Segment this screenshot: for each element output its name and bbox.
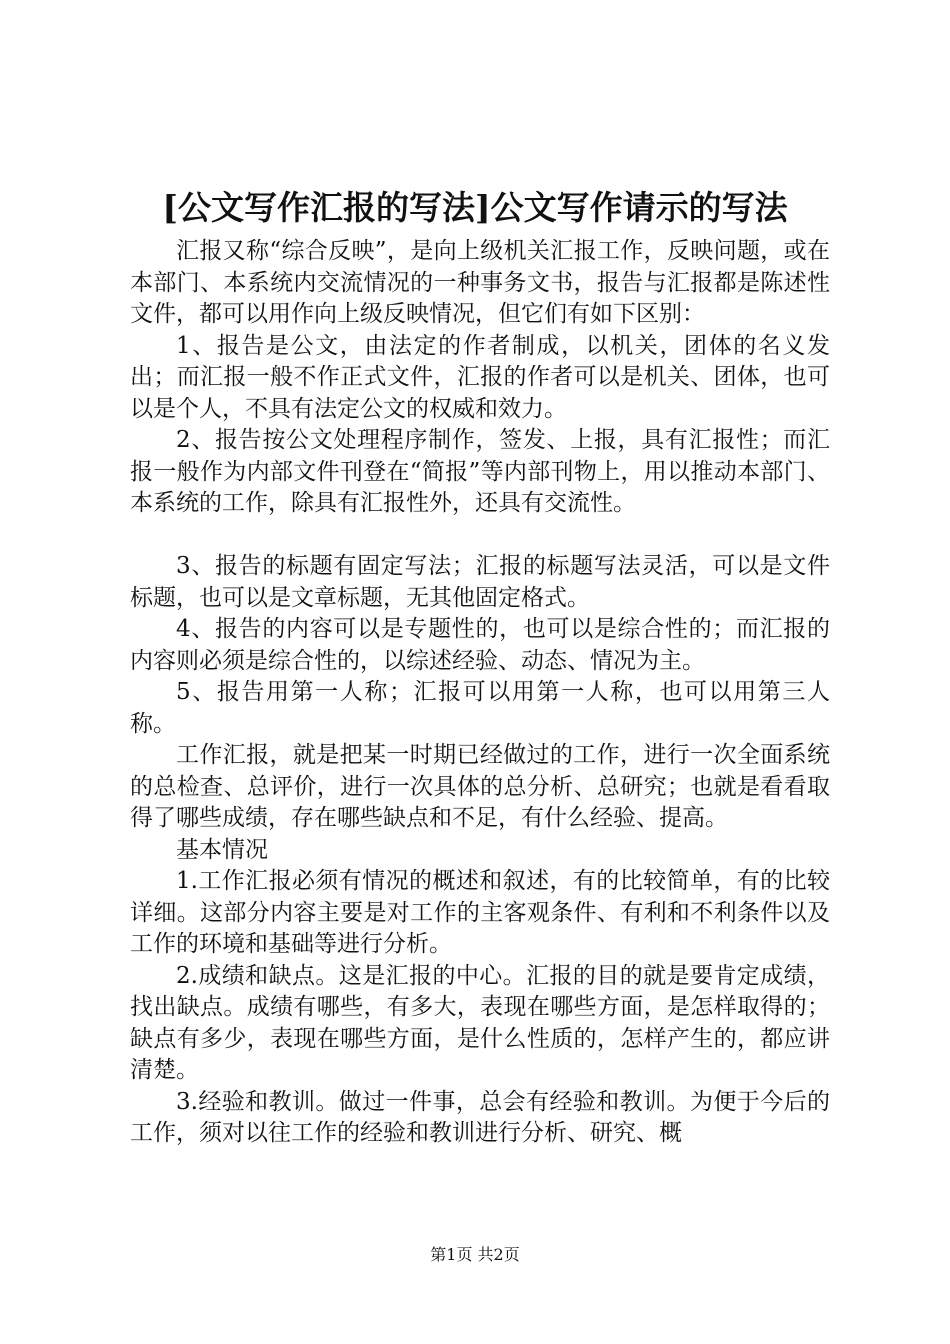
document-body	[130, 236, 830, 1150]
paragraph-item-3: 3.经验和教训。做过一件事，总会有经验和教训。为便于今后的工作，须对以往工作的经验和教训进行分析、研究、概	[130, 1088, 830, 1146]
document-title: [公文写作汇报的写法]公文写作请示的写法	[162, 188, 788, 227]
paragraph-difference-3: 3、报告的标题有固定写法；汇报的标题写法灵活，可以是文件标题，也可以是文章标题，无其他固定格式。	[130, 553, 830, 611]
paragraph-difference-4: 4、报告的内容可以是专题性的，也可以是综合性的；而汇报的内容则必须是综合性的，以综述经验、动态、情况为主。	[130, 616, 830, 674]
page-number-footer: 第1页 共2页	[430, 1245, 520, 1264]
paragraph-intro: 汇报又称“综合反映”，是向上级机关汇报工作，反映问题，或在本部门、本系统内交流情况的一种事务文书，报告与汇报都是陈述性文件，都可以用作向上级反映情况，但它们有如下区别：	[130, 238, 830, 327]
paragraph-item-1: 1.工作汇报必须有情况的概述和叙述，有的比较简单，有的比较详细。这部分内容主要是对工作的主客观条件、有利和不利条件以及工作的环境和基础等进行分析。	[130, 868, 830, 957]
section-heading-basic-situation: 基本情况	[176, 836, 268, 863]
paragraph-difference-5: 5、报告用第一人称；汇报可以用第一人称，也可以用第三人称。	[130, 679, 830, 737]
paragraph-difference-2: 2、报告按公文处理程序制作，签发、上报，具有汇报性；而汇报一般作为内部文件刊登在“简报”等内部刊物上，用以推动本部门、本系统的工作，除具有汇报性外，还具有交流性。	[130, 427, 830, 516]
paragraph-item-2: 2.成绩和缺点。这是汇报的中心。汇报的目的就是要肯定成绩，找出缺点。成绩有哪些，有多大，表现在哪些方面，是怎样取得的；缺点有多少，表现在哪些方面，是什么性质的，怎样产生的，都应讲清楚。	[130, 962, 830, 1083]
paragraph-work-report: 工作汇报，就是把某一时期已经做过的工作，进行一次全面系统的总检查、总评价，进行一次具体的总分析、总研究；也就是看看取得了哪些成绩，存在哪些缺点和不足，有什么经验、提高。	[130, 742, 830, 831]
paragraph-difference-1: 1、报告是公文，由法定的作者制成，以机关，团体的名义发出；而汇报一般不作正式文件，汇报的作者可以是机关、团体，也可以是个人，不具有法定公文的权威和效力。	[130, 332, 830, 422]
